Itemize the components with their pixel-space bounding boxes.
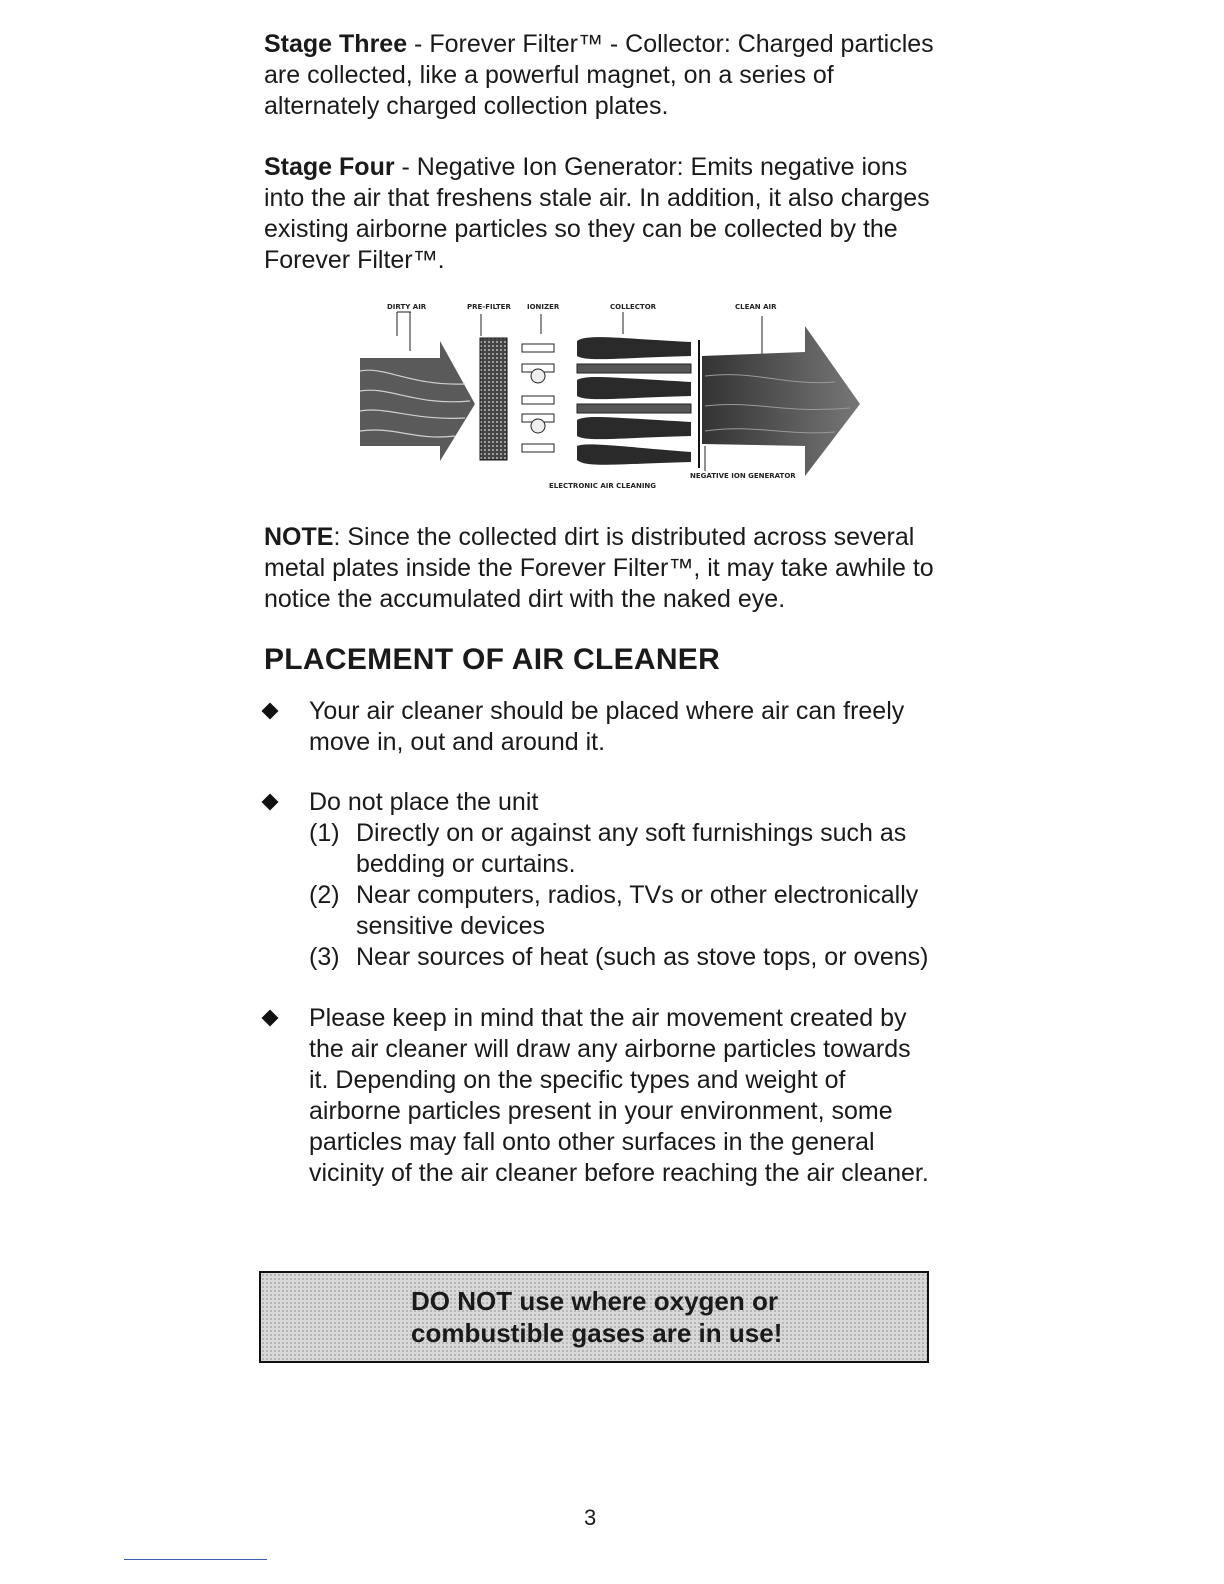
item-2-number: (2) [309, 881, 340, 909]
dirty-air-arrow [360, 341, 475, 461]
negative-ion-generator-label: NEGATIVE ION GENERATOR [690, 472, 796, 480]
note-text: : Since the collected dirt is distributed across several metal plates inside the Forever Filter™, it may take awhile to notice the accumulated dirt with the naked eye. [264, 523, 934, 613]
footer-rule [124, 1559, 267, 1560]
item-3-number: (3) [309, 943, 340, 971]
diamond-bullet-icon [262, 1010, 279, 1027]
stage-four-paragraph [264, 152, 944, 276]
pre-filter-label: PRE-FILTER [467, 303, 511, 311]
item-1-text: Directly on or against any soft furnishings such as bedding or curtains. [356, 819, 907, 878]
bullet-2-text: Do not place the unit [309, 788, 539, 816]
stage-four-text: - Negative Ion Generator: Emits negative ions into the air that freshens stale air. In addition, it also charges existing airborne particles so they can be collected by the Forever Filter™. [264, 153, 930, 274]
bullet-3-text: Please keep in mind that the air movement created by the air cleaner will draw any airborne particles towards it. Depending on the specific types and weight of airborne particles present in your environment, some particles may fall onto other surfaces in the general vicinity of the air cleaner before reaching the air cleaner. [309, 1004, 929, 1187]
note-paragraph [264, 522, 944, 615]
diamond-bullet-icon [262, 794, 279, 811]
ionizer-label: IONIZER [527, 303, 560, 311]
clean-air-arrow [702, 326, 860, 476]
item-2-text: Near computers, radios, TVs or other electronically sensitive devices [356, 881, 919, 940]
pre-filter-block [480, 338, 507, 460]
air-cleaning-diagram [355, 296, 865, 494]
note-label: NOTE [264, 523, 334, 551]
warning-text: DO NOT use where oxygen or combustible gases are in use! [411, 1286, 783, 1348]
warning-box [259, 1271, 929, 1363]
collector-label: COLLECTOR [610, 303, 657, 311]
item-1-number: (1) [309, 819, 340, 847]
diamond-bullet-icon [262, 703, 279, 720]
dirty-air-label: DIRTY AIR [387, 303, 427, 311]
collector-plates [577, 337, 691, 465]
stage-three-label: Stage Three [264, 30, 408, 58]
clean-air-label: CLEAN AIR [735, 303, 777, 311]
stage-four-label: Stage Four [264, 153, 395, 181]
bullet-1-text: Your air cleaner should be placed where air can freely move in, out and around it. [309, 697, 905, 756]
page-number: 3 [584, 1505, 597, 1530]
stage-three-text: - Forever Filter™ - Collector: Charged particles are collected, like a powerful magnet, on a series of alternately charged collection plates. [264, 30, 934, 120]
electronic-air-cleaning-label: ELECTRONIC AIR CLEANING [549, 482, 657, 490]
item-3-text: Near sources of heat (such as stove tops, or ovens) [356, 943, 929, 971]
placement-heading: PLACEMENT OF AIR CLEANER [264, 643, 721, 676]
ionizer-unit [522, 344, 554, 452]
stage-three-paragraph [264, 29, 944, 122]
